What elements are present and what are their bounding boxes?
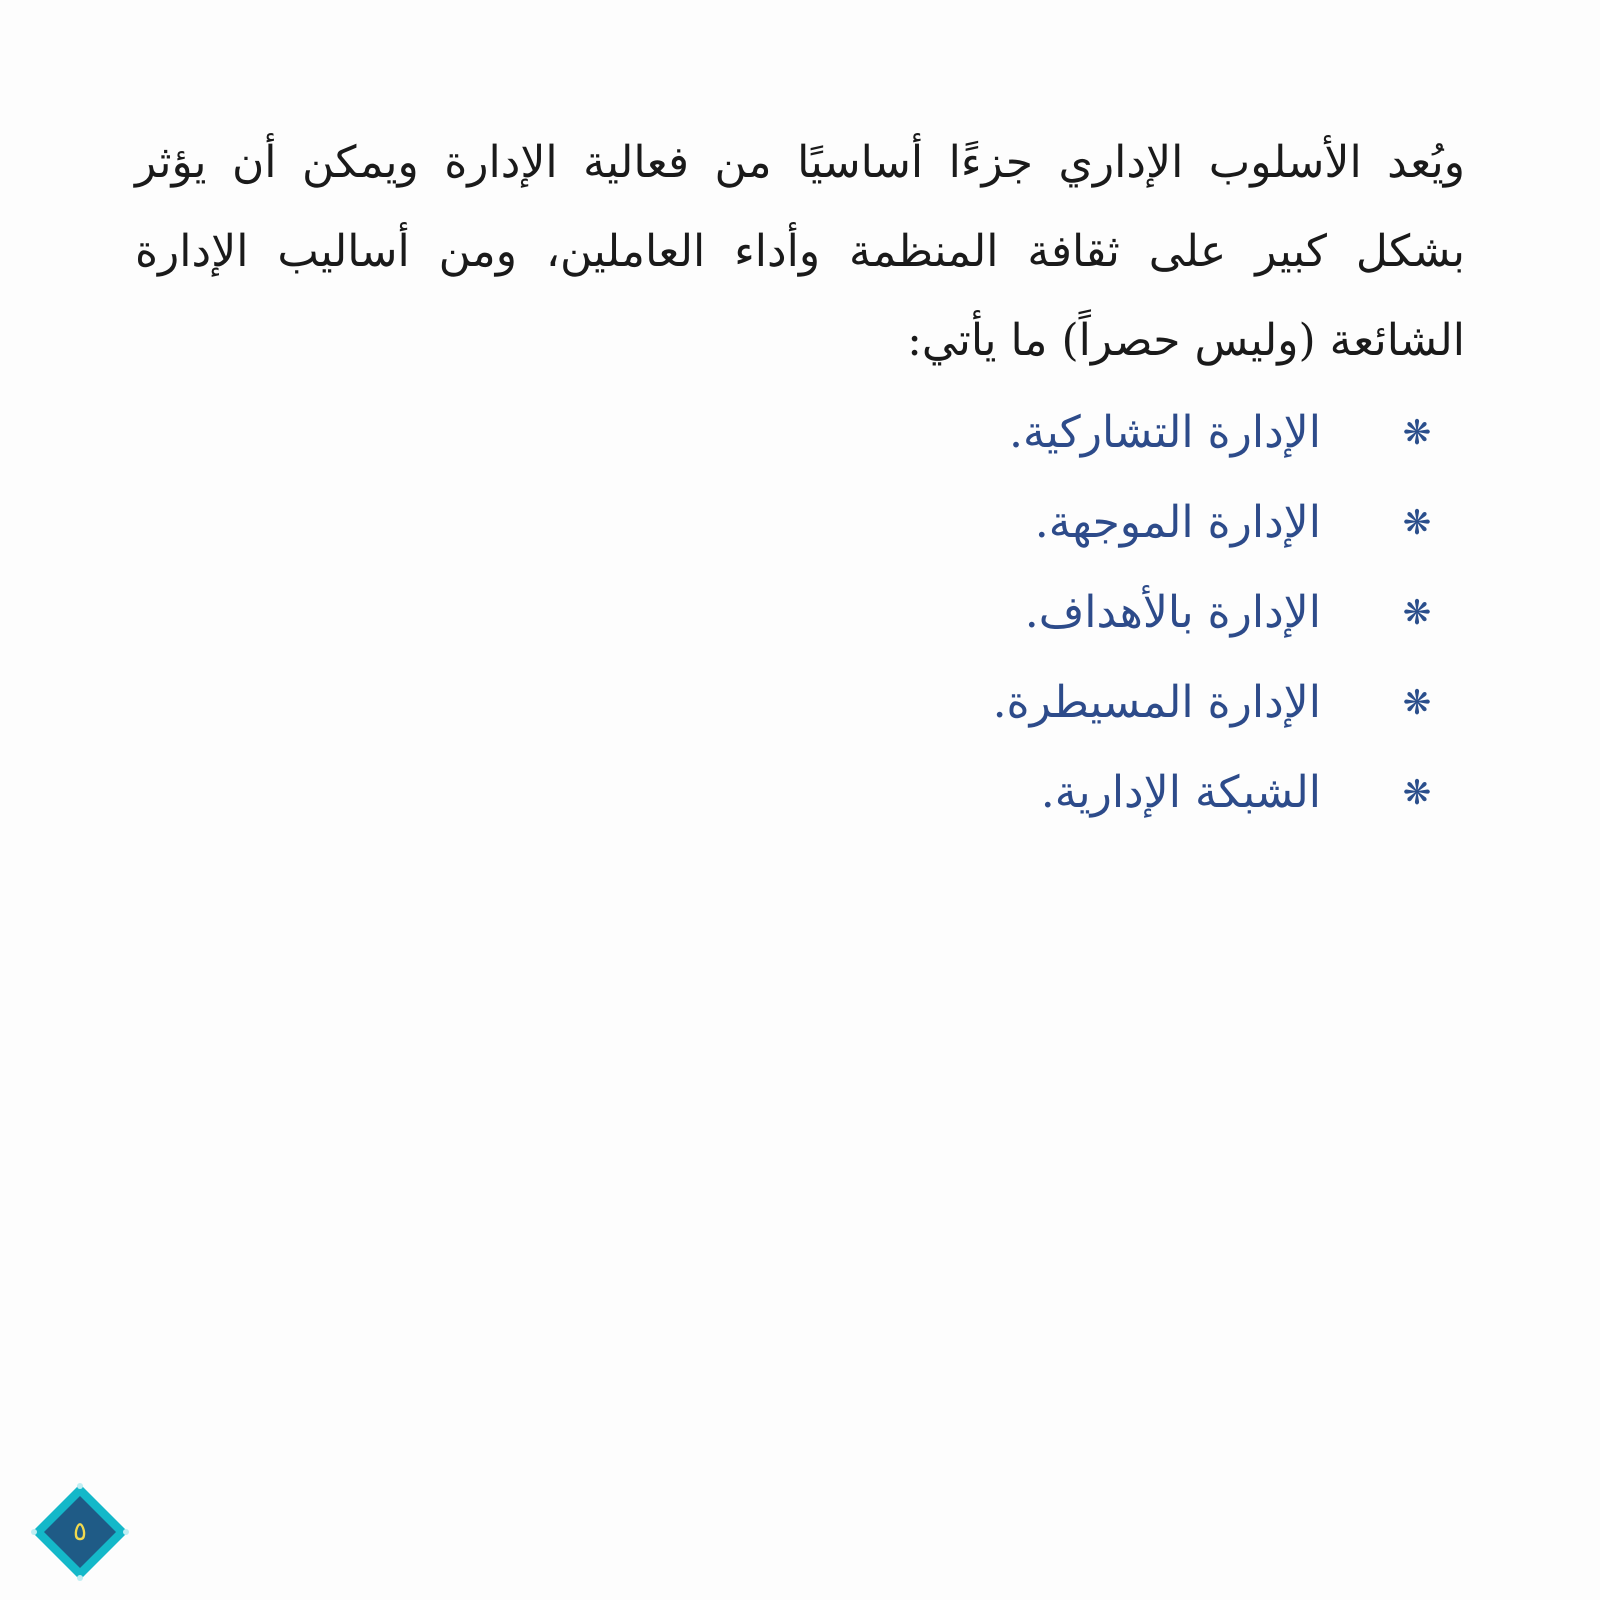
badge-ornament-dot <box>31 1529 37 1535</box>
list-item-label: الإدارة الموجهة. <box>1034 497 1321 548</box>
intro-paragraph: ويُعد الأسلوب الإداري جزءًا أساسيًا من فعالية الإدارة ويمكن أن يؤثر بشكل كبير على ثقافة المنظمة وأداء العاملين، ومن أساليب الإدارة الشائعة (وليس حصراً) ما يأتي: <box>135 137 1465 366</box>
list-item-label: الإدارة التشاركية. <box>1008 407 1321 458</box>
page-number: ٥ <box>73 1517 87 1547</box>
list-item <box>835 478 1435 568</box>
list-item <box>835 658 1435 748</box>
asterisk-bullet-icon: ❋ <box>1402 773 1432 813</box>
badge-ornament-dot <box>77 1483 83 1489</box>
badge-ornament-dot <box>123 1529 129 1535</box>
list-item <box>835 568 1435 658</box>
asterisk-bullet-icon: ❋ <box>1402 683 1432 723</box>
page-number-badge <box>30 1482 130 1582</box>
asterisk-bullet-icon: ❋ <box>1402 593 1432 633</box>
asterisk-bullet-icon: ❋ <box>1402 503 1432 543</box>
list-item <box>835 748 1435 838</box>
list-item-label: الإدارة المسيطرة. <box>992 677 1321 728</box>
badge-ornament-dot <box>77 1575 83 1581</box>
list-item-label: الإدارة بالأهداف. <box>1024 587 1321 638</box>
asterisk-bullet-icon: ❋ <box>1402 413 1432 453</box>
management-styles-list <box>835 388 1435 838</box>
list-item-label: الشبكة الإدارية. <box>1040 767 1321 818</box>
list-item <box>835 388 1435 478</box>
